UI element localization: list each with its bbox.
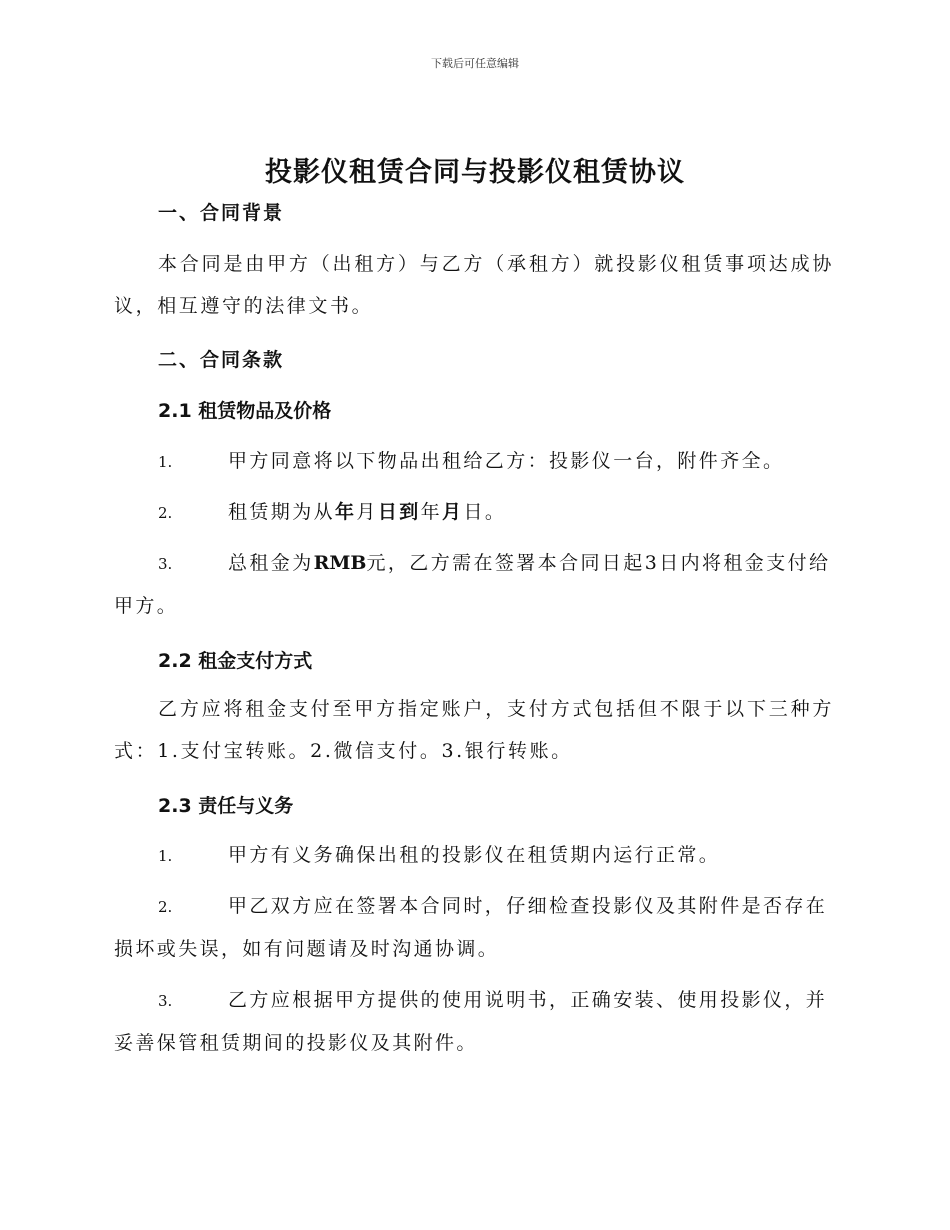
subheading-2-3: 2.3 责任与义务 bbox=[158, 795, 294, 817]
text-segment: 总租金为 bbox=[228, 552, 314, 574]
list-item-2-1-2 bbox=[114, 491, 834, 534]
text-segment: 月 bbox=[442, 501, 464, 523]
text-segment: 月 bbox=[356, 501, 378, 523]
text-segment: 年 bbox=[335, 501, 357, 523]
text-segment: 元，乙方需在签署本合同日起3日内将租金支付给甲方。 bbox=[114, 552, 831, 617]
text-segment: 日到 bbox=[377, 501, 421, 523]
header-note: 下载后可任意编辑 bbox=[431, 57, 519, 70]
list-text: 甲方有义务确保出租的投影仪在租赁期内运行正常。 bbox=[228, 844, 721, 866]
list-item-2-3-1 bbox=[114, 834, 834, 877]
subheading-2-2: 2.2 租金支付方式 bbox=[158, 650, 313, 672]
list-item-2-1-3 bbox=[114, 542, 834, 627]
list-text: 乙方应根据甲方提供的使用说明书，正确安装、使用投影仪，并妥善保管租赁期间的投影仪及其附件。 bbox=[114, 989, 828, 1054]
list-item-2-1-1 bbox=[114, 440, 834, 483]
subheading-2-1: 2.1 租赁物品及价格 bbox=[158, 400, 332, 422]
section-heading-background: 一、合同背景 bbox=[158, 202, 285, 224]
list-item-2-3-2 bbox=[114, 885, 834, 970]
text-segment: 年 bbox=[420, 501, 443, 523]
list-number: 1. bbox=[158, 453, 173, 471]
list-number: 2. bbox=[158, 898, 173, 916]
payment-paragraph: 乙方应将租金支付至甲方指定账户，支付方式包括但不限于以下三种方式：1.支付宝转账。2.微信支付。3.银行转账。 bbox=[114, 698, 834, 762]
list-text: 甲乙双方应在签署本合同时，仔细检查投影仪及其附件是否存在损坏或失误，如有问题请及时沟通协调。 bbox=[114, 895, 828, 960]
list-number: 2. bbox=[158, 504, 173, 522]
list-text: 甲方同意将以下物品出租给乙方：投影仪一台，附件齐全。 bbox=[228, 450, 785, 472]
list-number: 3. bbox=[158, 555, 173, 573]
text-segment: 租赁期为从 bbox=[228, 501, 336, 523]
lease-period-text bbox=[228, 501, 506, 523]
section-heading-terms: 二、合同条款 bbox=[158, 349, 285, 371]
text-segment: RMB bbox=[313, 552, 367, 574]
background-paragraph: 本合同是由甲方（出租方）与乙方（承租方）就投影仪租赁事项达成协议，相互遵守的法律文书。 bbox=[114, 253, 834, 317]
text-segment: 日。 bbox=[463, 501, 507, 523]
list-item-2-3-3 bbox=[114, 979, 834, 1064]
list-number: 3. bbox=[158, 992, 173, 1010]
list-number: 1. bbox=[158, 847, 173, 865]
document-title: 投影仪租赁合同与投影仪租赁协议 bbox=[265, 157, 685, 188]
